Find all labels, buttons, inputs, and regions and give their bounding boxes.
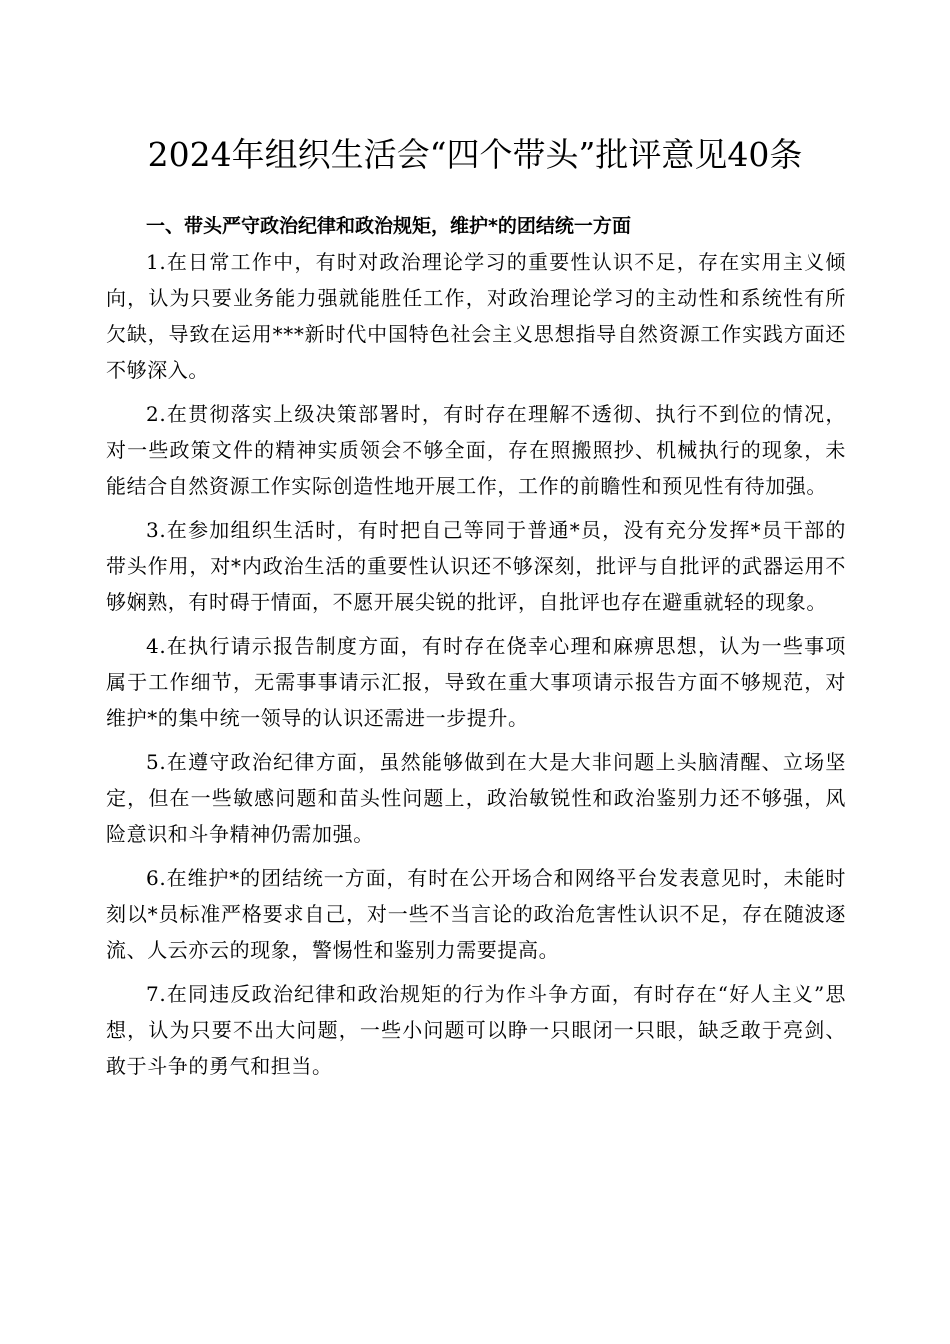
list-item-4: 4.在执行请示报告制度方面，有时存在侥幸心理和麻痹思想，认为一些事项属于工作细节，无需事事请示汇报，导致在重大事项请示报告方面不够规范，对维护*的集中统一领导的认识还需进一步提升。 (106, 634, 846, 730)
document-body (106, 208, 846, 1092)
list-item-6: 6.在维护*的团结统一方面，有时在公开场合和网络平台发表意见时，未能时刻以*员标准严格要求自己，对一些不当言论的政治危害性认识不足，存在随波逐流、人云亦云的现象，警惕性和鉴别力需要提高。 (106, 866, 846, 962)
list-item-3: 3.在参加组织生活时，有时把自己等同于普通*员，没有充分发挥*员干部的带头作用，对*内政治生活的重要性认识还不够深刻，批评与自批评的武器运用不够娴熟，有时碍于情面，不愿开展尖锐的批评，自批评也存在避重就轻的现象。 (106, 518, 846, 614)
list-item-5: 5.在遵守政治纪律方面，虽然能够做到在大是大非问题上头脑清醒、立场坚定，但在一些敏感问题和苗头性问题上，政治敏锐性和政治鉴别力还不够强，风险意识和斗争精神仍需加强。 (106, 750, 846, 846)
list-item-1: 1.在日常工作中，有时对政治理论学习的重要性认识不足，存在实用主义倾向，认为只要业务能力强就能胜任工作，对政治理论学习的主动性和系统性有所欠缺，导致在运用***新时代中国特色社会主义思想指导自然资源工作实践方面还不够深入。 (106, 250, 846, 382)
document-title: 2024年组织生活会“四个带头”批评意见40条 (147, 135, 803, 174)
list-item-2: 2.在贯彻落实上级决策部署时，有时存在理解不透彻、执行不到位的情况，对一些政策文件的精神实质领会不够全面，存在照搬照抄、机械执行的现象，未能结合自然资源工作实际创造性地开展工作，工作的前瞻性和预见性有待加强。 (106, 402, 846, 498)
section-heading: 一、带头严守政治纪律和政治规矩，维护*的团结统一方面 (146, 215, 631, 237)
list-item-7: 7.在同违反政治纪律和政治规矩的行为作斗争方面，有时存在“好人主义”思想，认为只要不出大问题，一些小问题可以睁一只眼闭一只眼，缺乏敢于亮剑、敢于斗争的勇气和担当。 (106, 982, 846, 1078)
